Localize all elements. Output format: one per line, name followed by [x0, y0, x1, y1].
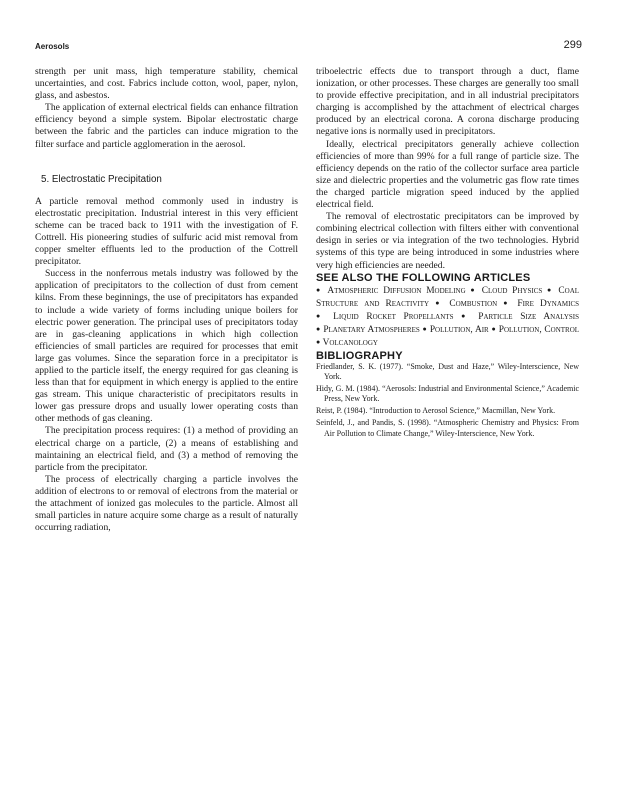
- bibliography-heading: BIBLIOGRAPHY: [316, 349, 403, 362]
- bullet-icon: ●: [316, 285, 323, 294]
- bullet-icon: ●: [547, 285, 554, 294]
- see-also-item[interactable]: Particle Size Analysis: [478, 312, 580, 322]
- paragraph: The precipitation process requires: (1) a method of providing an electrical charge on a particle, (2) a means of establishing and maintaining an electrical field, and (3) a method of removing the particle from the precipitator.: [35, 425, 298, 473]
- bullet-icon: ●: [503, 298, 512, 307]
- paragraph: The application of external electrical fields can enhance filtration efficiency beyond a simple system. Bipolar electrostatic charge between the fabric and the particles can induce migration to the filter surface and particle agglomeration in the aerosol.: [35, 102, 298, 150]
- see-also-item[interactable]: Coal Structure and Reactivity: [316, 285, 580, 309]
- bullet-icon: ●: [422, 325, 428, 334]
- bibliography-list: [316, 362, 579, 439]
- paragraph: A particle removal method commonly used in industry is electrostatic precipitation. Industrial interest in this very efficient scheme can be traced back to 1911 with the investigation of F. Cottrell. His pioneering studies of sulfuric acid mist removal from copper smelter effluents led to the production of the Cottrell precipitator.: [35, 195, 298, 268]
- see-also-heading: SEE ALSO THE FOLLOWING ARTICLES: [316, 271, 531, 284]
- bibliography-entry: Seinfeld, J., and Pandis, S. (1998). “Atmospheric Chemistry and Physics: From Air Pollution to Climate Change,” Wiley-Interscience, New York.: [316, 418, 579, 438]
- bullet-icon: ●: [316, 312, 326, 320]
- bullet-icon: ●: [316, 325, 321, 334]
- left-column: [35, 66, 298, 534]
- bullet-icon: ●: [491, 325, 497, 334]
- see-also-item[interactable]: Cloud Physics: [481, 285, 543, 296]
- bibliography-entry: Friedlander, S. K. (1977). “Smoke, Dust and Haze,” Wiley-Interscience, New York.: [316, 361, 579, 382]
- page-number: 299: [563, 39, 582, 51]
- see-also-item[interactable]: Atmospheric Diffusion Modeling: [327, 285, 466, 296]
- see-also-item[interactable]: Fire Dynamics: [517, 298, 580, 309]
- bullet-icon: ●: [461, 312, 471, 320]
- running-head: Aerosols: [35, 42, 70, 51]
- see-also-item[interactable]: Combustion: [449, 298, 498, 309]
- bullet-icon: ●: [316, 338, 321, 347]
- section-heading: 5. Electrostatic Precipitation: [41, 173, 162, 185]
- see-also-item[interactable]: Planetary Atmospheres: [323, 325, 420, 336]
- see-also-item[interactable]: Volcanology: [322, 338, 378, 349]
- paragraph: The removal of electrostatic precipitators can be improved by combining electrical collection with filters either with conventional design in series or via integration of the two technologies. Hybrid systems of this type are being introduced in some industries where very high efficiencies are needed.: [316, 211, 579, 271]
- paragraph: Success in the nonferrous metals industry was followed by the application of precipitators to the collection of dust from cement kilns. From these beginnings, the use of precipitators has expanded to include a wide variety of forms including unique boilers for electric power generation. The principal uses of precipitators today are in gas-cleaning applications in which high collection efficiencies of small particles are required for processes that emit large gas volumes. Since the separation force in a precipitator is applied to the particle itself, the energy required for gas cleaning is less than that for equipment in which energy is applied to the entire gas stream. This unique characteristic of precipitators results in lower gas pressure drops and usually lower operating costs than other methods of gas cleaning.: [35, 268, 298, 425]
- see-also-item[interactable]: Pollution, Air: [429, 325, 489, 336]
- bullet-icon: ●: [470, 285, 478, 294]
- paragraph: The process of electrically charging a particle involves the addition of electrons to or removal of electrons from the material or the attachment of ionized gas molecules to the particle. Almost all small particles in nature acquire some charge as a result of naturally occurring radiation,: [35, 473, 298, 534]
- bibliography-entry: Reist, P. (1984). “Introduction to Aerosol Science,” Macmillan, New York.: [316, 406, 556, 416]
- paragraph: triboelectric effects due to transport through a duct, flame ionization, or other processes. These charges are generally too small to provide effective precipitation, and in all industrial precipitators charging is accomplished by the attachment of electrical charges produced by an electrical corona. A corona discharge producing negative ions is normally used in precipitators.: [316, 66, 579, 138]
- right-column: [316, 66, 579, 440]
- see-also-item[interactable]: Liquid Rocket Propellants: [333, 312, 454, 322]
- bibliography-entry: Hidy, G. M. (1984). “Aerosols: Industrial and Environmental Science,” Academic Press, New York.: [316, 383, 579, 404]
- paragraph: Ideally, electrical precipitators generally achieve collection efficiencies of more than 99% for a full range of particle size. The efficiency depends on the ratio of the collector surface area particle size and dielectric properties and the volumetric gas flow rate times the charged particle migration speed induced by the applied electrical field.: [316, 138, 579, 211]
- see-also-list: [316, 284, 579, 350]
- bullet-icon: ●: [435, 298, 444, 307]
- paragraph: strength per unit mass, high temperature stability, chemical uncertainties, and cost. Fabrics include cotton, wool, paper, nylon, glass, and asbestos.: [35, 66, 298, 102]
- see-also-item[interactable]: Pollution, Control: [498, 325, 580, 336]
